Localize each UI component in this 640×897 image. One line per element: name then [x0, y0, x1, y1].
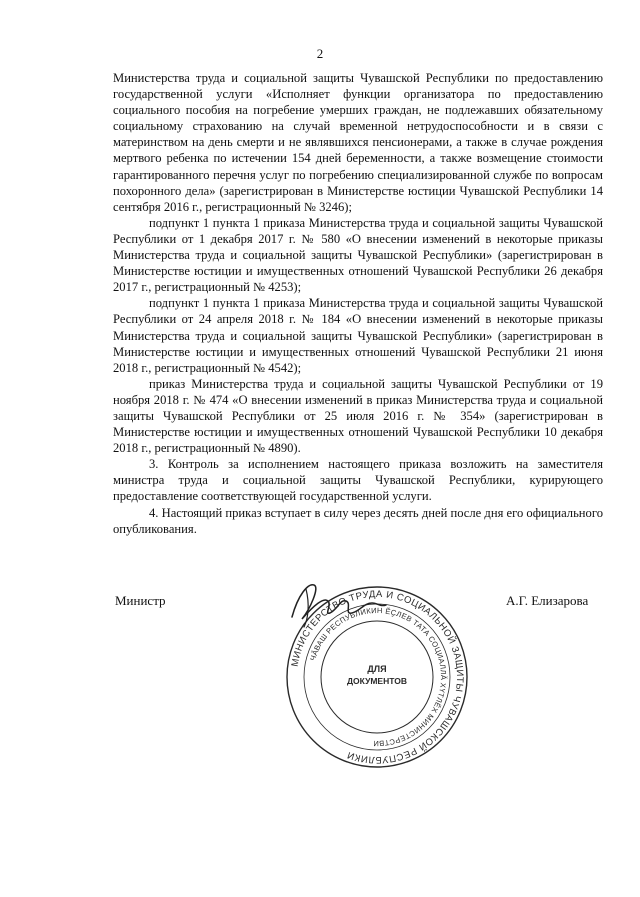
stamp-outer-text: МИНИСТЕРСТВО ТРУДА И СОЦИАЛЬНОЙ ЗАЩИТЫ ЧУВАШСКОЙ РЕСПУБЛИКИ: [289, 588, 466, 766]
signer-name: А.Г. Елизарова: [506, 593, 589, 608]
handwritten-signature: [280, 575, 390, 635]
paragraph-subitem-580: подпункт 1 пункта 1 приказа Министерства труда и социальной защиты Чувашской Республики от 1 декабря 2017 г. № 580 «О внесении изменений в некоторые приказы Министерства труда и социальной защиты Чувашской Республики» (зарегистрирован в Министерстве юстиции и имущественных отношений Чувашской Республики 26 декабря 2017 г., регистрационный № 4253);: [113, 215, 603, 295]
paragraph-effective-date: 4. Настоящий приказ вступает в силу через десять дней после дня его официального опубликования.: [113, 505, 603, 536]
stamp-inner-text: ЧӐВАШ РЕСПУБЛИКИН ӖҪЛЕВ ТАТА СОЦИАЛЛӐ ХҮТЛӖХ МИНИСТЕРСТВИ: [308, 605, 449, 749]
paragraph-order-474: приказ Министерства труда и социальной защиты Чувашской Республики от 19 ноября 2018 г. № 474 «О внесении изменений в приказ Министерства труда и социальной защиты Чувашской Республики от 25 июля 2016 г. № 354» (зарегистрирован в Министерстве юстиции и имущественных отношений Чувашской Республики 10 декабря 2018 г., регистрационный № 4890).: [113, 376, 603, 456]
document-body: [113, 70, 603, 537]
stamp-center-line1: ДЛЯ: [367, 664, 387, 674]
paragraph-subitem-184: подпункт 1 пункта 1 приказа Министерства труда и социальной защиты Чувашской Республики от 24 апреля 2018 г. № 184 «О внесении изменений в некоторые приказы Министерства труда и социальной защиты Чувашской Республики» (зарегистрирован в Министерстве юстиции и имущественных отношений Чувашской Республики 21 июня 2018 г., регистрационный № 4542);: [113, 296, 603, 375]
paragraph-control-clause: 3. Контроль за исполнением настоящего приказа возложить на заместителя министра труда и социальной защиты Чувашской Республики, курирующего предоставление соответствующей государственной услуги.: [113, 457, 603, 504]
paragraph-continuation: Министерства труда и социальной защиты Чувашской Республики по предоставлению государственной услуги «Исполняет функции организатора по предоставлению социального пособия на погребение умерших граждан, не подлежавших обязательному социальному страхованию на случай временной нетрудоспособности и в связи с материнством на день смерти и не являвшихся пенсионерами, а также в случае рождения мертвого ребенка по истечении 154 дней беременности, а также возмещение стоимости гарантированного перечня услуг по погребению специализированной службе по вопросам похоронного дела» (зарегистрирован в Министерстве юстиции Чувашской Республики 14 сентября 2016 г., регистрационный № 3246);: [113, 71, 603, 214]
stamp-center-line2: ДОКУМЕНТОВ: [347, 676, 407, 686]
signer-position: Министр: [115, 593, 166, 608]
page-number: 2: [316, 46, 324, 61]
